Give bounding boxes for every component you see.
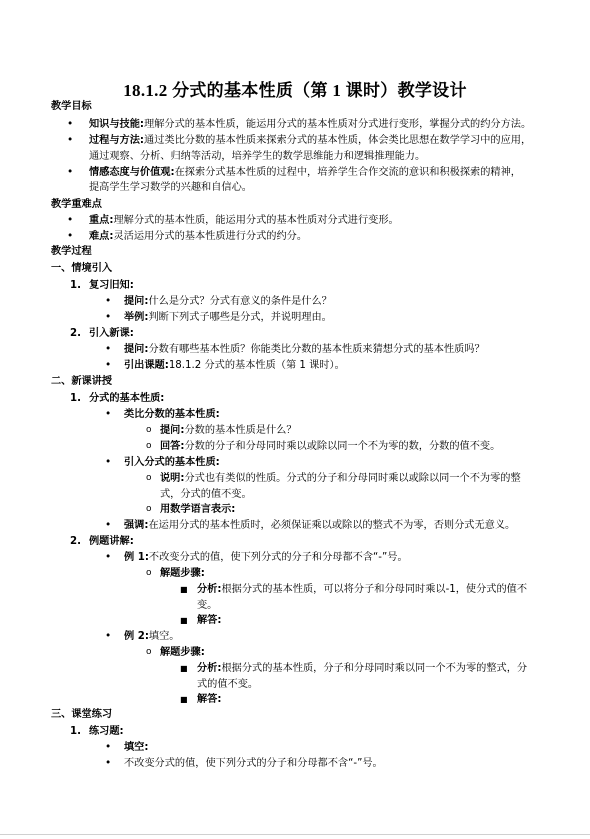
sub-sub-item-continued: 式的值不变。 bbox=[197, 679, 259, 690]
objective-item bbox=[89, 166, 521, 179]
item-text: 分数有哪些基本性质？你能类比分数的基本性质来猜想分式的基本性质吗？ bbox=[148, 344, 485, 355]
list-number: 2. bbox=[70, 328, 81, 339]
list-item-label: 练习题: bbox=[89, 726, 124, 737]
bullet-icon: • bbox=[105, 343, 112, 355]
sub-sub-item-continued: 变。 bbox=[197, 600, 218, 611]
sub-sub-item bbox=[197, 583, 527, 596]
item-text: 理解分式的基本性质，能运用分式的基本性质对分式进行变形。 bbox=[113, 215, 399, 226]
list-item bbox=[124, 741, 148, 754]
item-label: 提问: bbox=[160, 425, 185, 436]
subsection-heading: 一、情境引入 bbox=[51, 263, 113, 274]
sub-item bbox=[160, 472, 521, 485]
sub-item: 解题步骤: bbox=[160, 568, 205, 579]
sub-item bbox=[160, 440, 500, 453]
item-text: 理解分式的基本性质，能运用分式的基本性质对分式进行变形，掌握分式的约分方法。 bbox=[144, 119, 532, 130]
circle-bullet-icon: o bbox=[146, 473, 152, 483]
list-number: 1. bbox=[70, 393, 81, 404]
subsection-heading: 二、新课讲授 bbox=[51, 376, 113, 387]
bullet-icon: • bbox=[105, 456, 112, 468]
item-label: 填空: bbox=[124, 742, 149, 753]
item-label: 提问: bbox=[124, 344, 149, 355]
bullet-icon: • bbox=[105, 630, 112, 642]
bullet-icon: • bbox=[67, 230, 74, 242]
example-item bbox=[124, 630, 179, 643]
square-bullet-icon: ■ bbox=[180, 616, 188, 625]
item-text: 通过类比分数的基本性质来探索分式的基本性质，体会类比思想在数学学习中的应用， bbox=[144, 135, 532, 146]
page-divider bbox=[0, 834, 590, 835]
item-text: 根据分式的基本性质，分子和分母同时乘以同一个不为零的整式，分 bbox=[221, 663, 528, 674]
circle-bullet-icon: o bbox=[146, 647, 152, 657]
bullet-icon: • bbox=[105, 741, 112, 753]
item-label: 知识与技能: bbox=[89, 119, 145, 130]
list-item-label: 复习旧知: bbox=[89, 280, 134, 291]
list-item-label: 分式的基本性质: bbox=[89, 393, 165, 404]
key-point-item bbox=[89, 230, 307, 243]
list-item: 引入分式的基本性质: bbox=[124, 457, 220, 468]
item-label: 回答: bbox=[160, 441, 185, 452]
item-label: 引出课题: bbox=[124, 360, 169, 371]
sub-sub-item bbox=[197, 662, 527, 675]
bullet-icon: • bbox=[105, 359, 112, 371]
section-heading-process: 教学过程 bbox=[51, 246, 92, 257]
item-text: 判断下列式子哪些是分式，并说明理由。 bbox=[148, 312, 332, 323]
square-bullet-icon: ■ bbox=[180, 695, 188, 704]
circle-bullet-icon: o bbox=[146, 504, 152, 514]
bullet-icon: • bbox=[67, 134, 74, 146]
item-text: 分式也有类似的性质。分式的分子和分母同时乘以或除以同一个不为零的整 bbox=[184, 473, 521, 484]
list-item-label: 引入新课: bbox=[89, 328, 134, 339]
list-item bbox=[124, 295, 332, 308]
key-point-item bbox=[89, 214, 399, 227]
list-item: 类比分数的基本性质: bbox=[124, 409, 220, 420]
objective-item-continued: 提高学生学习数学的兴趣和自信心。 bbox=[89, 182, 252, 193]
list-item bbox=[124, 519, 515, 532]
sub-sub-item: 解答: bbox=[197, 615, 222, 626]
item-text: 分数的分子和分母同时乘以或除以同一个不为零的数，分数的值不变。 bbox=[184, 441, 501, 452]
item-text: 在运用分式的基本性质时，必须保证乘以或除以的整式不为零，否则分式无意义。 bbox=[148, 520, 516, 531]
item-text: 在探索分式基本性质的过程中，培养学生合作交流的意识和积极探索的精神， bbox=[174, 167, 521, 178]
item-label: 举例: bbox=[124, 312, 149, 323]
sub-item bbox=[160, 503, 235, 516]
item-text: 18.1.2 分式的基本性质（第 1 课时）。 bbox=[168, 360, 345, 371]
objective-item bbox=[89, 134, 531, 147]
sub-item: 解题步骤: bbox=[160, 647, 205, 658]
bullet-icon: • bbox=[67, 166, 74, 178]
item-label: 分析: bbox=[197, 663, 222, 674]
item-label: 情感态度与价值观: bbox=[89, 167, 175, 178]
item-label: 重点: bbox=[89, 215, 114, 226]
item-text: 填空。 bbox=[148, 631, 180, 642]
list-item bbox=[124, 343, 485, 356]
objective-item bbox=[89, 118, 531, 131]
item-label: 说明: bbox=[160, 473, 185, 484]
circle-bullet-icon: o bbox=[146, 441, 152, 451]
item-label: 用数学语言表示: bbox=[160, 504, 236, 515]
item-label: 过程与方法: bbox=[89, 135, 145, 146]
item-text: 什么是分式？分式有意义的条件是什么？ bbox=[148, 296, 332, 307]
item-text: 不改变分式的值，使下列分式的分子和分母都不含“-”号。 bbox=[148, 552, 408, 563]
sub-sub-item: 解答: bbox=[197, 694, 222, 705]
sub-item bbox=[160, 424, 297, 437]
item-label: 例 2: bbox=[124, 631, 149, 642]
item-text: 不改变分式的值，使下列分式的分子和分母都不含“-”号。 bbox=[124, 758, 383, 769]
example-item bbox=[124, 551, 408, 564]
circle-bullet-icon: o bbox=[146, 425, 152, 435]
bullet-icon: • bbox=[105, 295, 112, 307]
item-label: 例 1: bbox=[124, 552, 149, 563]
bullet-icon: • bbox=[105, 519, 112, 531]
bullet-icon: • bbox=[105, 408, 112, 420]
item-text: 分数的基本性质是什么？ bbox=[184, 425, 297, 436]
list-item bbox=[124, 757, 383, 770]
section-heading-objectives: 教学目标 bbox=[51, 101, 92, 112]
bullet-icon: • bbox=[67, 118, 74, 130]
bullet-icon: • bbox=[105, 757, 112, 769]
item-label: 难点: bbox=[89, 231, 114, 242]
bullet-icon: • bbox=[105, 551, 112, 563]
list-item bbox=[124, 359, 345, 372]
list-number: 2. bbox=[70, 536, 81, 547]
section-heading-key-points: 教学重难点 bbox=[51, 199, 102, 210]
item-label: 提问: bbox=[124, 296, 149, 307]
bullet-icon: • bbox=[105, 311, 112, 323]
item-label: 强调: bbox=[124, 520, 149, 531]
list-item-label: 例题讲解: bbox=[89, 536, 134, 547]
square-bullet-icon: ■ bbox=[180, 585, 188, 594]
square-bullet-icon: ■ bbox=[180, 664, 188, 673]
page-title: 18.1.2 分式的基本性质（第 1 课时）教学设计 bbox=[123, 81, 467, 100]
bullet-icon: • bbox=[67, 214, 74, 226]
subsection-heading: 三、课堂练习 bbox=[51, 709, 113, 720]
list-item bbox=[124, 311, 332, 324]
list-number: 1. bbox=[70, 726, 81, 737]
item-label: 分析: bbox=[197, 584, 222, 595]
circle-bullet-icon: o bbox=[146, 568, 152, 578]
list-number: 1. bbox=[70, 280, 81, 291]
sub-item-continued: 式，分式的值不变。 bbox=[160, 489, 252, 500]
objective-item-continued: 通过观察、分析、归纳等活动，培养学生的数学思维能力和逻辑推理能力。 bbox=[89, 151, 426, 162]
item-text: 灵活运用分式的基本性质进行分式的约分。 bbox=[113, 231, 308, 242]
item-text: 根据分式的基本性质，可以将分子和分母同时乘以-1，使分式的值不 bbox=[221, 584, 528, 595]
